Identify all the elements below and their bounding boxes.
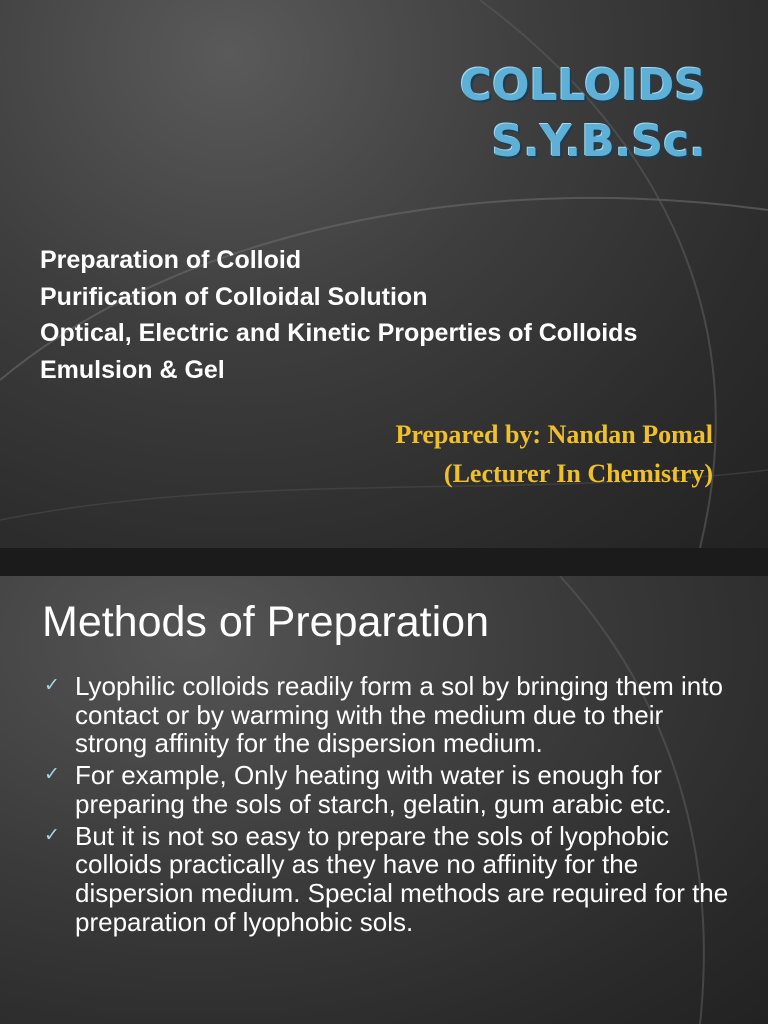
checkmark-icon: ✓ bbox=[44, 823, 60, 846]
bullet-text: For example, Only heating with water is enough for preparing the sols of starch, gelatin, gum arabic etc. bbox=[75, 760, 672, 819]
bullet-text: But it is not so easy to prepare the sols of lyophobic colloids practically as they have no affinity for the dispersion medium. Special methods are required for the preparation of lyophobic sols. bbox=[75, 820, 729, 937]
bullet-text: Lyophilic colloids readily form a sol by bringing them into contact or by warming with the medium due to their strong affinity for the dispersion medium. bbox=[75, 671, 723, 759]
title-line-1: COLLOIDS bbox=[459, 60, 706, 111]
checkmark-icon: ✓ bbox=[44, 763, 60, 786]
bullet-item bbox=[40, 761, 730, 818]
topic-item: Emulsion & Gel bbox=[40, 355, 225, 384]
bullet-item bbox=[40, 822, 730, 937]
bullet-list bbox=[40, 672, 730, 939]
prepared-by: Prepared by: Nandan Pomal bbox=[395, 420, 713, 449]
title-line-2: S.Y.B.Sc. bbox=[491, 116, 706, 167]
checkmark-icon: ✓ bbox=[44, 674, 60, 696]
content-slide bbox=[0, 576, 768, 1024]
topic-item: Preparation of Colloid bbox=[40, 246, 302, 274]
topic-item: Optical, Electric and Kinetic Properties of Colloids bbox=[40, 319, 638, 347]
topic-list bbox=[40, 242, 637, 388]
slide-heading: Methods of Preparation bbox=[42, 598, 489, 646]
author-role: (Lecturer In Chemistry) bbox=[443, 459, 713, 488]
topic-item: Purification of Colloidal Solution bbox=[40, 282, 428, 311]
bullet-item bbox=[40, 672, 730, 758]
